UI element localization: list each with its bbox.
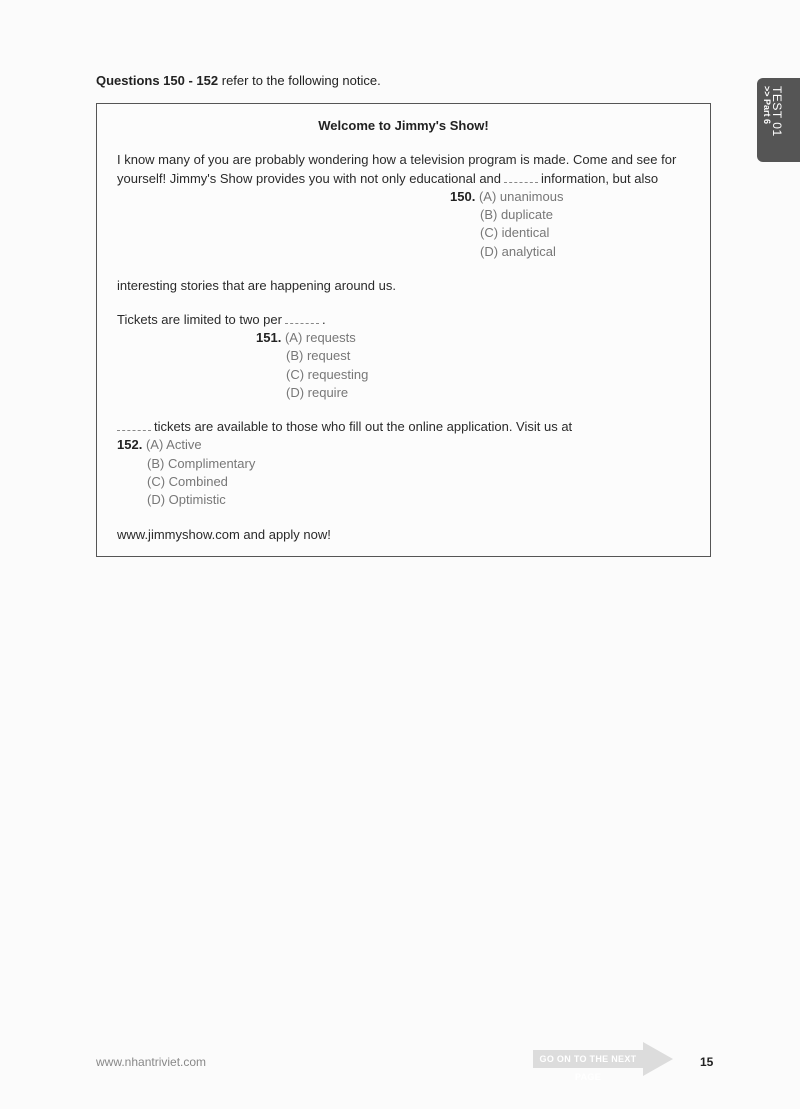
page-number: 15 xyxy=(700,1055,714,1069)
q152-option-a-text: (A) Active xyxy=(145,437,202,452)
p3-text-b: . xyxy=(321,312,326,327)
test-side-tab xyxy=(757,78,800,162)
notice-title: Welcome to Jimmy's Show! xyxy=(318,118,489,133)
p3-text-a: Tickets are limited to two per xyxy=(117,312,282,327)
paragraph-2: interesting stories that are happening around us. xyxy=(117,278,396,293)
arrow-right-icon xyxy=(643,1042,673,1076)
p1-text-a: yourself! Jimmy's Show provides you with not only educational and xyxy=(117,171,502,186)
question-intro xyxy=(96,73,381,88)
blank-150[interactable] xyxy=(504,172,538,183)
q151-option-c[interactable]: (C) requesting xyxy=(286,367,369,382)
paragraph-1-line-1: I know many of you are probably wondering how a television program is made. Come and see for xyxy=(117,152,677,167)
p4-text: tickets are available to those who fill out the online application. Visit us at xyxy=(154,419,573,434)
q151-number: 151. xyxy=(256,330,282,345)
blank-152[interactable] xyxy=(117,420,151,431)
paragraph-5: www.jimmyshow.com and apply now! xyxy=(117,527,331,542)
p1-text-b: information, but also xyxy=(541,171,659,186)
paragraph-4 xyxy=(117,419,572,434)
q150-option-b[interactable]: (B) duplicate xyxy=(480,207,553,222)
notice-box xyxy=(96,103,711,557)
next-page-banner: GO ON TO THE NEXT PAGE xyxy=(533,1050,643,1068)
blank-151[interactable] xyxy=(285,313,319,324)
q152-option-b[interactable]: (B) Complimentary xyxy=(147,456,256,471)
q152-number: 152. xyxy=(117,437,143,452)
q150-option-a[interactable] xyxy=(450,189,563,204)
intro-text: refer to the following notice. xyxy=(221,73,381,88)
paragraph-1-line-2 xyxy=(117,171,658,186)
paragraph-3 xyxy=(117,312,326,327)
q151-option-b[interactable]: (B) request xyxy=(286,348,351,363)
q152-option-c[interactable]: (C) Combined xyxy=(147,474,228,489)
question-range: Questions 150 - 152 xyxy=(96,73,219,88)
part-label: >> Part 6 xyxy=(762,86,772,125)
q151-option-a[interactable] xyxy=(256,330,356,345)
q152-option-d[interactable]: (D) Optimistic xyxy=(147,492,226,507)
test-label: TEST 01 xyxy=(770,86,784,137)
publisher-url: www.nhantriviet.com xyxy=(96,1055,207,1069)
q150-option-c[interactable]: (C) identical xyxy=(480,225,550,240)
q150-option-a-text: (A) unanimous xyxy=(478,189,564,204)
q150-option-d[interactable]: (D) analytical xyxy=(480,244,556,259)
q151-option-d[interactable]: (D) require xyxy=(286,385,349,400)
q151-option-a-text: (A) requests xyxy=(284,330,356,345)
q152-option-a[interactable] xyxy=(117,437,202,452)
q150-number: 150. xyxy=(450,189,476,204)
